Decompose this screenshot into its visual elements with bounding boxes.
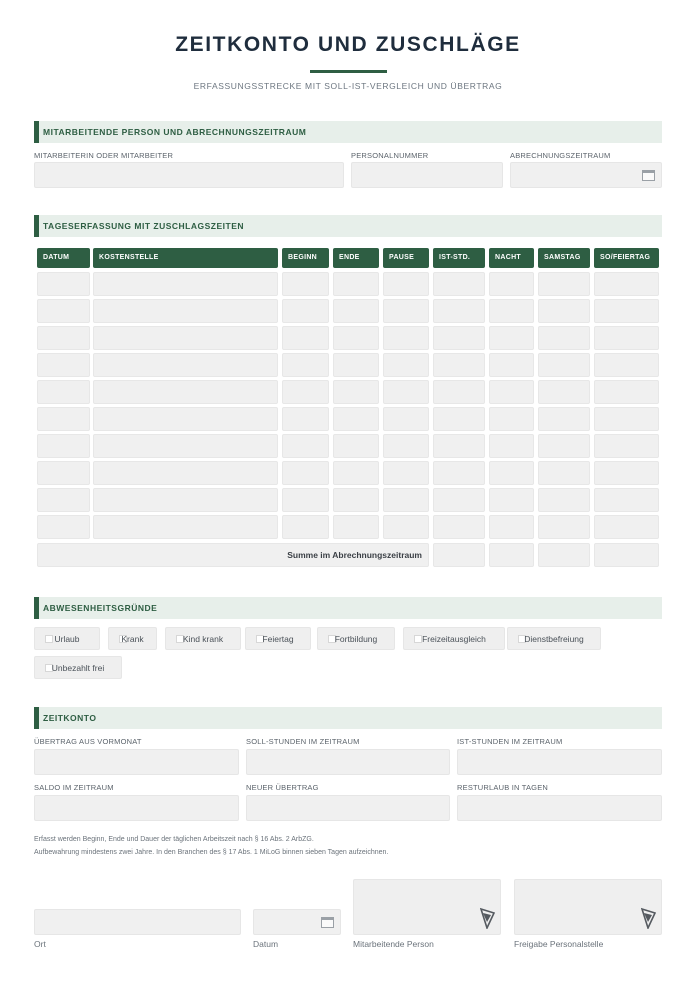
absence-option-label: Unbezahlt frei bbox=[51, 663, 105, 673]
cell-datum[interactable] bbox=[37, 461, 90, 485]
cell-so-feiertag[interactable] bbox=[594, 299, 659, 323]
cell-beginn[interactable] bbox=[282, 461, 329, 485]
target-hours-label: SOLL-STUNDEN IM ZEITRAUM bbox=[246, 737, 360, 746]
cell-kostenstelle[interactable] bbox=[93, 488, 278, 512]
personnel-number-label: PERSONALNUMMER bbox=[351, 151, 429, 160]
carryover-prev-field[interactable] bbox=[34, 749, 239, 775]
absence-option-label: Urlaub bbox=[54, 634, 80, 644]
cell-datum[interactable] bbox=[37, 515, 90, 539]
cell-ist-std[interactable] bbox=[433, 407, 485, 431]
period-label: ABRECHNUNGSZEITRAUM bbox=[510, 151, 611, 160]
cell-ende[interactable] bbox=[333, 515, 379, 539]
column-header-pause: PAUSE bbox=[383, 248, 429, 268]
new-carryover-field[interactable] bbox=[246, 795, 450, 821]
cell-so-feiertag[interactable] bbox=[594, 353, 659, 377]
cell-beginn[interactable] bbox=[282, 353, 329, 377]
cell-samstag[interactable] bbox=[538, 407, 590, 431]
absence-option[interactable] bbox=[165, 627, 241, 650]
column-header-nacht: NACHT bbox=[489, 248, 534, 268]
cell-beginn[interactable] bbox=[282, 299, 329, 323]
absence-option[interactable] bbox=[108, 627, 157, 650]
actual-hours-label: IST-STUNDEN IM ZEITRAUM bbox=[457, 737, 563, 746]
cell-beginn[interactable] bbox=[282, 488, 329, 512]
absence-option-label: Dienstbefreiung bbox=[524, 634, 584, 644]
cell-ist-std[interactable] bbox=[433, 299, 485, 323]
absence-option[interactable] bbox=[245, 627, 311, 650]
cell-so-feiertag[interactable] bbox=[594, 380, 659, 404]
sum-cell-nacht[interactable] bbox=[489, 543, 534, 567]
balance-field[interactable] bbox=[34, 795, 239, 821]
cell-datum[interactable] bbox=[37, 407, 90, 431]
date-label: Datum bbox=[253, 939, 279, 949]
cell-pause[interactable] bbox=[383, 272, 429, 296]
legal-note-2: Aufbewahrung mindestens zwei Jahre. In den Branchen des § 17 Abs. 1 MiLoG binnen sieben Tagen aufzeichnen. bbox=[34, 849, 389, 856]
column-header-samstag: SAMSTAG bbox=[538, 248, 590, 268]
cell-kostenstelle[interactable] bbox=[93, 326, 278, 350]
employee-signature-box[interactable] bbox=[353, 879, 501, 935]
cell-nacht[interactable] bbox=[489, 515, 534, 539]
section-title-daily: TAGESERFASSUNG MIT ZUSCHLAGSZEITEN bbox=[43, 221, 245, 231]
cell-nacht[interactable] bbox=[489, 353, 534, 377]
place-label: Ort bbox=[34, 939, 46, 949]
cell-nacht[interactable] bbox=[489, 434, 534, 458]
remaining-leave-label: RESTURLAUB IN TAGEN bbox=[457, 783, 549, 792]
cell-ende[interactable] bbox=[333, 407, 379, 431]
cell-samstag[interactable] bbox=[538, 353, 590, 377]
cell-ist-std[interactable] bbox=[433, 461, 485, 485]
calendar-icon[interactable] bbox=[642, 170, 655, 181]
absence-option[interactable] bbox=[317, 627, 395, 650]
cell-samstag[interactable] bbox=[538, 299, 590, 323]
sum-cell-ist-std[interactable] bbox=[433, 543, 485, 567]
cell-ist-std[interactable] bbox=[433, 515, 485, 539]
absence-option-label: Feiertag bbox=[262, 634, 294, 644]
cell-samstag[interactable] bbox=[538, 488, 590, 512]
title-underline bbox=[310, 70, 387, 73]
actual-hours-field[interactable] bbox=[457, 749, 662, 775]
cell-datum[interactable] bbox=[37, 353, 90, 377]
cell-pause[interactable] bbox=[383, 407, 429, 431]
section-header-absence bbox=[34, 597, 662, 619]
cell-ist-std[interactable] bbox=[433, 326, 485, 350]
cell-ist-std[interactable] bbox=[433, 434, 485, 458]
absence-option-label: Kind krank bbox=[182, 634, 224, 644]
cell-kostenstelle[interactable] bbox=[93, 299, 278, 323]
cell-ist-std[interactable] bbox=[433, 488, 485, 512]
column-header-datum: DATUM bbox=[37, 248, 90, 268]
cell-datum[interactable] bbox=[37, 380, 90, 404]
cell-so-feiertag[interactable] bbox=[594, 515, 659, 539]
cell-pause[interactable] bbox=[383, 380, 429, 404]
column-header-ist-std: IST-STD. bbox=[433, 248, 485, 268]
sum-cell-samstag[interactable] bbox=[538, 543, 590, 567]
pen-nib-icon bbox=[480, 907, 495, 929]
cell-pause[interactable] bbox=[383, 515, 429, 539]
section-header-account bbox=[34, 707, 662, 729]
cell-kostenstelle[interactable] bbox=[93, 434, 278, 458]
place-field[interactable] bbox=[34, 909, 241, 935]
cell-beginn[interactable] bbox=[282, 272, 329, 296]
absence-option-label: Fortbildung bbox=[334, 634, 378, 644]
cell-beginn[interactable] bbox=[282, 380, 329, 404]
cell-datum[interactable] bbox=[37, 299, 90, 323]
pen-nib-icon bbox=[641, 907, 656, 929]
cell-datum[interactable] bbox=[37, 488, 90, 512]
column-header-ende: ENDE bbox=[333, 248, 379, 268]
section-title-person: MITARBEITENDE PERSON UND ABRECHNUNGSZEITRAUM bbox=[43, 127, 307, 137]
cell-ende[interactable] bbox=[333, 380, 379, 404]
cell-kostenstelle[interactable] bbox=[93, 407, 278, 431]
cell-kostenstelle[interactable] bbox=[93, 380, 278, 404]
sum-cell-so-feiertag[interactable] bbox=[594, 543, 659, 567]
remaining-leave-field[interactable] bbox=[457, 795, 662, 821]
cell-so-feiertag[interactable] bbox=[594, 326, 659, 350]
cell-beginn[interactable] bbox=[282, 326, 329, 350]
target-hours-field[interactable] bbox=[246, 749, 450, 775]
employee-label: MITARBEITERIN ODER MITARBEITER bbox=[34, 151, 174, 160]
column-header-so-feiertag: SO/FEIERTAG bbox=[594, 248, 659, 268]
new-carryover-label: NEUER ÜBERTRAG bbox=[246, 783, 319, 792]
cell-ende[interactable] bbox=[333, 353, 379, 377]
absence-option[interactable] bbox=[403, 627, 505, 650]
cell-pause[interactable] bbox=[383, 299, 429, 323]
section-title-absence: ABWESENHEITSGRÜNDE bbox=[43, 603, 158, 613]
hr-signature-box[interactable] bbox=[514, 879, 662, 935]
section-title-account: ZEITKONTO bbox=[43, 713, 97, 723]
sum-row-label: Summe im Abrechnungszeitraum bbox=[37, 543, 429, 567]
calendar-icon[interactable] bbox=[321, 917, 334, 928]
column-header-kostenstelle: KOSTENSTELLE bbox=[93, 248, 278, 268]
date-field[interactable] bbox=[253, 909, 341, 935]
cell-nacht[interactable] bbox=[489, 380, 534, 404]
page-title: ZEITKONTO UND ZUSCHLÄGE bbox=[175, 33, 521, 56]
cell-kostenstelle[interactable] bbox=[93, 515, 278, 539]
cell-so-feiertag[interactable] bbox=[594, 461, 659, 485]
section-header-daily bbox=[34, 215, 662, 237]
cell-ist-std[interactable] bbox=[433, 380, 485, 404]
cell-kostenstelle[interactable] bbox=[93, 272, 278, 296]
cell-datum[interactable] bbox=[37, 326, 90, 350]
cell-ende[interactable] bbox=[333, 272, 379, 296]
cell-nacht[interactable] bbox=[489, 326, 534, 350]
absence-option[interactable] bbox=[34, 627, 100, 650]
cell-nacht[interactable] bbox=[489, 488, 534, 512]
carryover-prev-label: ÜBERTRAG AUS VORMONAT bbox=[34, 737, 142, 746]
cell-pause[interactable] bbox=[383, 434, 429, 458]
cell-ende[interactable] bbox=[333, 461, 379, 485]
cell-so-feiertag[interactable] bbox=[594, 407, 659, 431]
legal-note-1: Erfasst werden Beginn, Ende und Dauer der täglichen Arbeitszeit nach § 16 Abs. 2 ArbZG. bbox=[34, 836, 314, 843]
cell-ist-std[interactable] bbox=[433, 353, 485, 377]
cell-beginn[interactable] bbox=[282, 434, 329, 458]
cell-kostenstelle[interactable] bbox=[93, 353, 278, 377]
absence-option-label: Freizeitausgleich bbox=[422, 634, 486, 644]
page-subtitle: ERFASSUNGSSTRECKE MIT SOLL-IST-VERGLEICH UND ÜBERTRAG bbox=[193, 81, 503, 91]
cell-nacht[interactable] bbox=[489, 407, 534, 431]
absence-option-label: Krank bbox=[121, 634, 144, 644]
cell-pause[interactable] bbox=[383, 353, 429, 377]
cell-beginn[interactable] bbox=[282, 515, 329, 539]
employee-field[interactable] bbox=[34, 162, 344, 188]
absence-option[interactable] bbox=[34, 656, 122, 679]
cell-datum[interactable] bbox=[37, 272, 90, 296]
cell-samstag[interactable] bbox=[538, 434, 590, 458]
section-header-person bbox=[34, 121, 662, 143]
cell-samstag[interactable] bbox=[538, 326, 590, 350]
cell-nacht[interactable] bbox=[489, 461, 534, 485]
cell-ende[interactable] bbox=[333, 326, 379, 350]
hr-signature-label: Freigabe Personalstelle bbox=[514, 939, 604, 949]
cell-datum[interactable] bbox=[37, 434, 90, 458]
cell-so-feiertag[interactable] bbox=[594, 272, 659, 296]
cell-ist-std[interactable] bbox=[433, 272, 485, 296]
cell-samstag[interactable] bbox=[538, 515, 590, 539]
cell-pause[interactable] bbox=[383, 326, 429, 350]
cell-ende[interactable] bbox=[333, 299, 379, 323]
cell-nacht[interactable] bbox=[489, 272, 534, 296]
cell-nacht[interactable] bbox=[489, 299, 534, 323]
balance-label: SALDO IM ZEITRAUM bbox=[34, 783, 114, 792]
absence-option[interactable] bbox=[507, 627, 601, 650]
cell-beginn[interactable] bbox=[282, 407, 329, 431]
period-field[interactable] bbox=[510, 162, 662, 188]
cell-ende[interactable] bbox=[333, 488, 379, 512]
cell-ende[interactable] bbox=[333, 434, 379, 458]
cell-kostenstelle[interactable] bbox=[93, 461, 278, 485]
cell-pause[interactable] bbox=[383, 461, 429, 485]
personnel-number-field[interactable] bbox=[351, 162, 503, 188]
cell-samstag[interactable] bbox=[538, 272, 590, 296]
cell-so-feiertag[interactable] bbox=[594, 488, 659, 512]
column-header-beginn: BEGINN bbox=[282, 248, 329, 268]
cell-samstag[interactable] bbox=[538, 380, 590, 404]
cell-samstag[interactable] bbox=[538, 461, 590, 485]
employee-signature-label: Mitarbeitende Person bbox=[353, 939, 434, 949]
cell-so-feiertag[interactable] bbox=[594, 434, 659, 458]
cell-pause[interactable] bbox=[383, 488, 429, 512]
